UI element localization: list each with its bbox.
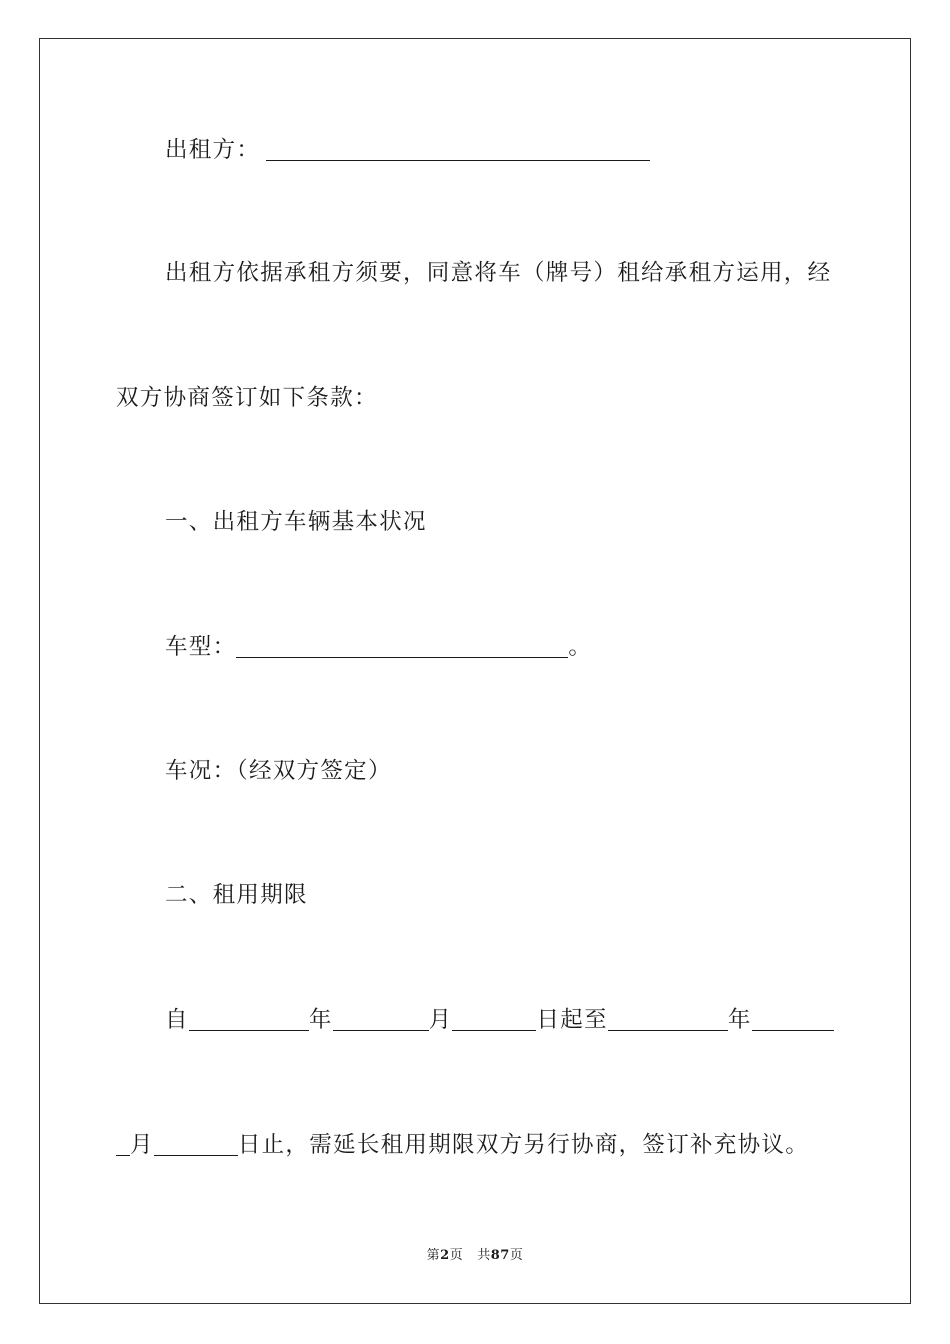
period-year-2: 年 — [727, 1007, 752, 1033]
footer-page-number: 2 — [440, 1248, 450, 1263]
footer-page-prefix: 第 — [426, 1248, 441, 1263]
footer-page-suffix: 页 — [449, 1248, 464, 1263]
lessor-blank — [266, 138, 650, 161]
car-model-line — [165, 632, 592, 662]
period-month-1: 月 — [428, 1007, 453, 1033]
car-model-label: 车型： — [165, 634, 237, 660]
section2-heading: 二、租用期限 — [165, 882, 308, 908]
end-month-blank-b — [116, 1133, 130, 1156]
period-from: 自 — [165, 1007, 189, 1033]
start-year-blank — [189, 1008, 309, 1031]
start-day-blank — [452, 1008, 536, 1031]
car-condition: 车况：（经双方签定） — [165, 758, 392, 784]
footer-total-prefix: 共 — [477, 1248, 491, 1263]
period-day-to: 日起至 — [536, 1007, 608, 1033]
intro-line-1: 出租方依据承租方须要，同意将车（牌号）租给承租方运用，经 — [165, 260, 832, 286]
lessor-label: 出租方： — [165, 137, 261, 163]
page-footer — [0, 1244, 950, 1263]
lessor-line — [165, 135, 650, 165]
period-month-2: 月 — [130, 1132, 154, 1158]
period-line-1 — [165, 1005, 834, 1035]
car-model-blank — [236, 635, 568, 658]
end-year-blank — [608, 1008, 728, 1031]
period-end-text: 日止，需延长租用期限双方另行协商，签订补充协议。 — [237, 1132, 810, 1158]
section1-heading: 一、出租方车辆基本状况 — [165, 509, 427, 535]
period-line-2 — [116, 1130, 809, 1160]
period-year-1: 年 — [308, 1007, 333, 1033]
end-day-blank — [154, 1133, 238, 1156]
intro-line-2: 双方协商签订如下条款： — [116, 385, 378, 411]
start-month-blank — [333, 1008, 429, 1031]
car-model-end: 。 — [568, 634, 593, 660]
page-border — [39, 38, 911, 1304]
footer-total-pages: 87 — [490, 1248, 510, 1263]
end-month-blank-a — [752, 1008, 834, 1031]
footer-total-suffix: 页 — [509, 1248, 524, 1263]
